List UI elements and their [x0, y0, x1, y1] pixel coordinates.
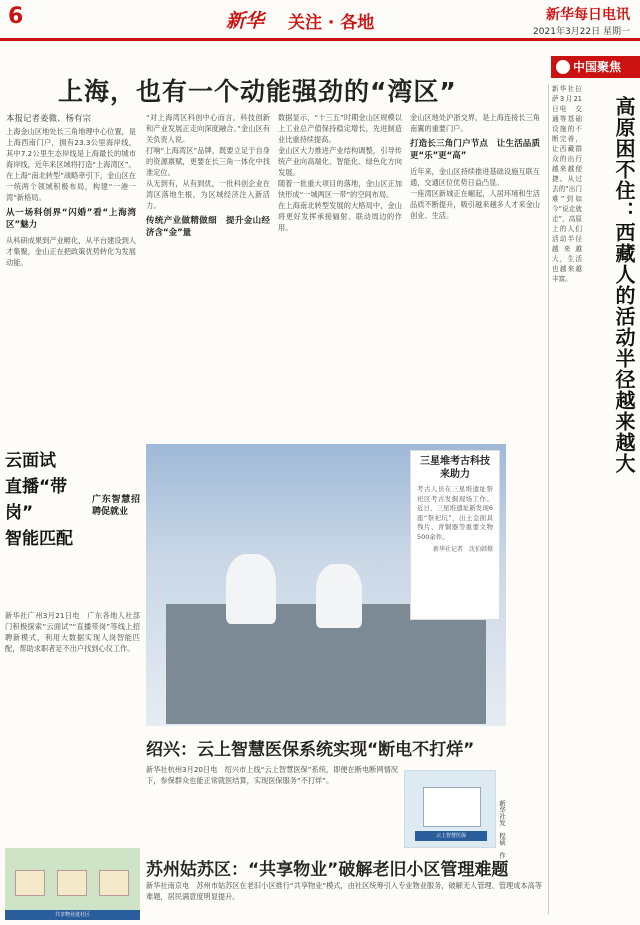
section-title: 关注 · 各地 [288, 13, 375, 33]
house-graphic [57, 870, 87, 896]
lead-paragraph: 从科研成果到产业孵化，从平台建设到人才集聚，金山正在把政策优势转化为发展动能。 [6, 236, 136, 267]
column-divider [548, 84, 549, 914]
lead-paragraph: 金山区地处沪浙交界，是上海连接长三角南翼的重要门户。 [410, 113, 540, 133]
lead-paragraph: 近年来，金山区持续推进基础设施互联互通，交通区位优势日益凸显。 [410, 167, 540, 187]
xinhua-logo-icon [556, 60, 570, 74]
lead-column-4 [410, 112, 540, 442]
lead-subheading: 从一场科创界“闪婚”看“上海湾区”魅力 [6, 208, 136, 230]
guangdong-headline [5, 448, 90, 552]
lead-headline: 上海，也有一个动能强劲的“湾区” [58, 77, 457, 106]
tibet-body: 新华社拉萨3月21日电 交通等基础设施的不断完善，让西藏群众的出行越来越便捷。从过去的“出门难”到如今“说走就走”，高原上的人们活动半径越来越大，生活也越来越丰富。 [552, 85, 582, 283]
lead-paragraph: 在上海南北转型发展的大格局中，金山将更好发挥承接辐射、联动周边的作用。 [278, 201, 402, 232]
shaoxing-body: 新华社杭州3月20日电 绍兴市上线“云上智慧医保”系统，即便在断电断网情况下，参保群众也能正常就医结算，实现医保服务“不打烊”。 [146, 765, 398, 785]
page-number: 6 [8, 4, 24, 29]
lead-paragraph: 金山区大力推进产业结构调整，引导传统产业向高端化、智能化、绿色化方向发展。 [278, 146, 402, 177]
house-graphic [99, 870, 129, 896]
brand-logo: 新华 [226, 10, 265, 32]
lead-paragraph: 从无到有，从有到优，一批科创企业在湾区落地生根，为区域经济注入新活力。 [146, 179, 270, 210]
lead-subheading: 打造长三角门户节点 让生活品质更“乐”更“高” [410, 139, 540, 161]
photo-caption-box [410, 450, 500, 620]
suzhou-headline: 苏州姑苏区：“共享物业”破解老旧小区管理难题 [146, 860, 509, 880]
shared-property-illustration [5, 848, 140, 920]
lead-subheading: 传统产业做精做细 提升金山经济含“金”量 [146, 216, 270, 238]
lead-paragraph: 一座湾区新城正在崛起，人居环境和生活品质不断提升，吸引越来越多人才来金山创业、生活。 [410, 189, 540, 220]
photo-caption-title: 三星堆考古科技来助力 [420, 456, 490, 480]
headline-line: 直播“带岗” [5, 477, 68, 523]
shaoxing-headline: 绍兴：云上智慧医保系统实现“断电不打烊” [146, 740, 475, 760]
lead-paragraph: 在上海“南北转型”战略牵引下，金山区在一统两个领域积极布局，构建“一港一湾”新格局。 [6, 171, 136, 202]
lead-column-1 [6, 126, 136, 442]
medical-insurance-illustration [404, 770, 496, 848]
lead-byline: 本报记者姜微、杨有宗 [6, 114, 92, 124]
screen-graphic [423, 787, 481, 827]
worker-figure [316, 564, 362, 628]
headline-line: 智能匹配 [5, 529, 73, 549]
house-graphic [15, 870, 45, 896]
lead-paragraph: 随着一批重大项目的落地，金山区正加快形成“一城两区一带”的空间布局。 [278, 179, 402, 199]
lead-paragraph: 数据显示，“十三五”时期金山区规模以上工业总产值保持稳定增长，先进制造业比重持续提高。 [278, 113, 402, 144]
worker-figure [226, 554, 276, 624]
illustration-tag: 云上智慧医保 [415, 831, 487, 841]
headline-line: 云面试 [5, 451, 56, 471]
guangdong-deck: 广东智慧招聘促就业 [92, 495, 140, 517]
publication-date: 2021年3月22日 星期一 [533, 27, 630, 37]
photo-credit: 新华社记者 沈伯韩摄 [432, 546, 493, 553]
lead-column-2 [146, 112, 270, 442]
lead-paragraph: 上海金山区地处长三角地理中心位置，是上海西南门户，拥有23.3公里海岸线，其中7.2公里生态岸线是上海最长的城市海岸线，近年来区域将打造“上海湾区”。 [6, 127, 136, 169]
photo-caption-body: 考古人员在三星堆遗址祭祀区考古发掘现场工作。近日，三星堆遗址新发现6座“祭祀坑”，出土金面具残片、青铜器等重要文物500余件。 [417, 485, 493, 541]
paper-name: 新华每日电讯 [546, 7, 630, 23]
lead-column-3 [278, 112, 402, 442]
lead-paragraph: “对上海湾区科创中心而言，科技创新和产业发展正走向深度融合。”金山区有关负责人说。 [146, 113, 270, 144]
tibet-headline: 高原困不住：西藏人的活动半径越来越大 [612, 96, 636, 474]
badge-label: 中国聚焦 [573, 60, 622, 74]
illustration-credit: 新华社发 程硕 作 [498, 800, 506, 859]
lead-paragraph: 打响“上海湾区”品牌，既要立足于自身的资源禀赋，更要在长三角一体化中找准定位。 [146, 146, 270, 177]
header-rule [0, 38, 640, 41]
china-focus-badge [551, 56, 640, 78]
page-header [0, 0, 640, 40]
guangdong-body: 新华社广州3月21日电 广东各地人社部门积极探索“云面试”“直播带岗”等线上招聘新模式，利用大数据实现人岗智能匹配，帮助求职者足不出户找到心仪工作。 [5, 611, 140, 653]
illustration-tag: 共享物业进社区 [5, 910, 140, 920]
suzhou-body: 新华社南京电 苏州市姑苏区在老旧小区推行“共享物业”模式，由社区统筹引入专业物业服务，破解无人管理、管理成本高等难题，居民满意度明显提升。 [146, 881, 542, 901]
